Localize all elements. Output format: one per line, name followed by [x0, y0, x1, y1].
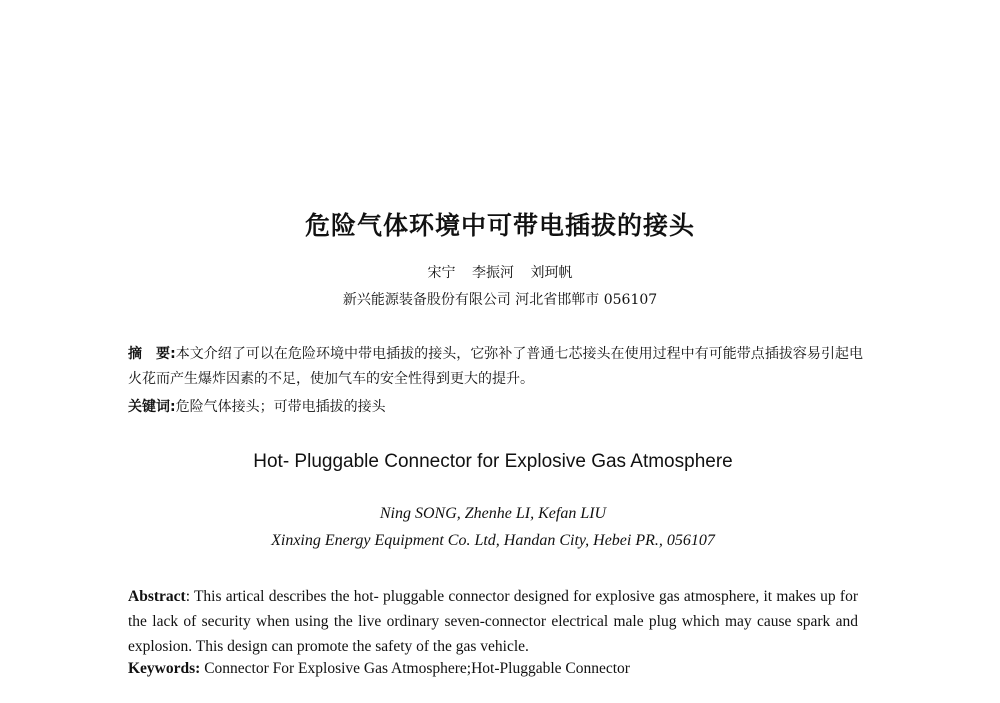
chinese-keywords-text: 危险气体接头；可带电插拔的接头: [175, 399, 386, 415]
chinese-affiliation: 新兴能源装备股份有限公司 河北省邯郸市 056107: [342, 292, 658, 308]
english-affiliation: Xinxing Energy Equipment Co. Ltd, Handan City, Hebei PR., 056107: [271, 532, 715, 549]
english-title: Hot- Pluggable Connector for Explosive Gas Atmosphere: [253, 451, 733, 472]
english-abstract-label: Abstract: [128, 588, 186, 605]
chinese-abstract: [128, 342, 863, 392]
chinese-keywords: [128, 396, 863, 416]
chinese-keywords-label: 关键词:: [128, 399, 176, 415]
english-keywords-label: Keywords:: [128, 660, 201, 677]
english-abstract: [128, 584, 858, 659]
english-keywords: [128, 660, 858, 678]
english-keywords-text: Connector For Explosive Gas Atmosphere;Hot-Pluggable Connector: [204, 660, 630, 677]
chinese-abstract-text: 本文介绍了可以在危险环境中带电插拔的接头，它弥补了普通七芯接头在使用过程中有可能带点插拔容易引起电火花而产生爆炸因素的不足，使加气车的安全性得到更大的提升。: [128, 346, 863, 387]
english-abstract-text: : This artical describes the hot- pluggable connector designed for explosive gas atmosphere, it makes up for the lack of security when using the live ordinary seven-connector electrical male plug which may cause spark and explosion. This design can promote the safety of the gas vehicle.: [128, 588, 858, 655]
chinese-title: 危险气体环境中可带电插拔的接头: [304, 211, 695, 240]
english-authors: Ning SONG, Zhenhe LI, Kefan LIU: [379, 505, 607, 522]
chinese-abstract-label: 摘 要:: [128, 346, 176, 362]
chinese-authors: 宋宁 李振河 刘珂帆: [427, 265, 573, 281]
